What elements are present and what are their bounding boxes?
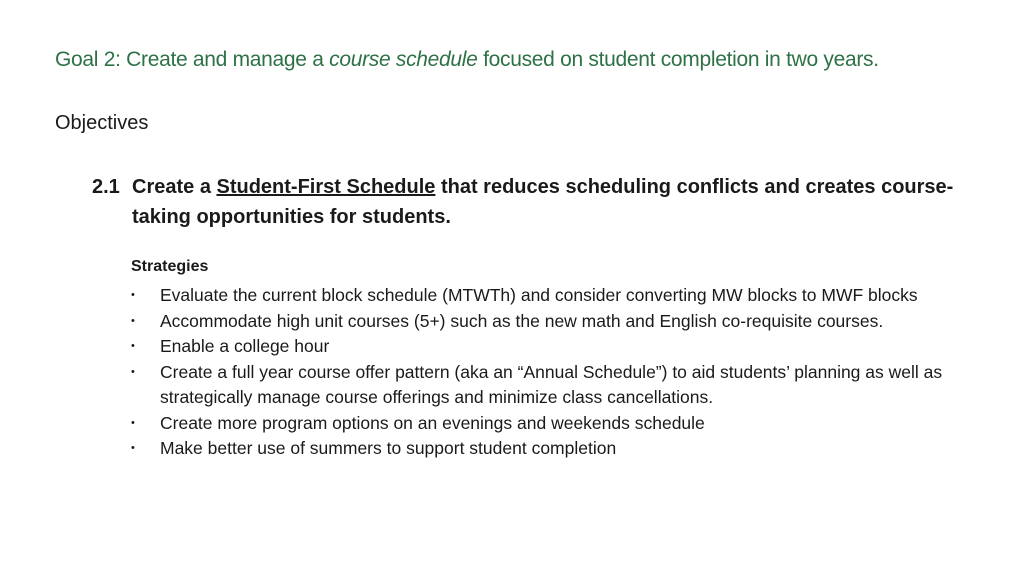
bullet-icon: • — [131, 416, 135, 429]
objectives-heading: Objectives — [55, 112, 149, 134]
bullet-icon: • — [131, 442, 135, 454]
list-item — [131, 334, 981, 360]
objective-text-after: that reduces scheduling conflicts and creates course-taking opportunities for students. — [132, 176, 954, 228]
list-item-text: Create more program options on an evenings and weekends schedule — [160, 412, 705, 433]
list-item — [131, 360, 981, 411]
list-item-text: Accommodate high unit courses (5+) such as the new math and English co-requisite courses. — [160, 310, 884, 331]
goal-title-suffix: focused on student completion in two years. — [477, 48, 879, 71]
list-item-text: Enable a college hour — [160, 336, 330, 356]
list-item — [131, 436, 981, 462]
goal-title-prefix: Goal 2: Create and manage a — [55, 48, 330, 71]
goal-title — [55, 48, 1005, 72]
objective-underlined-term: Student-First Schedule — [216, 176, 436, 198]
list-item-text: Evaluate the current block schedule (MTWTh) and consider converting MW blocks to MWF blocks — [160, 285, 918, 305]
list-item-text: Make better use of summers to support student completion — [160, 438, 617, 458]
strategies-heading: Strategies — [131, 258, 209, 275]
list-item — [131, 283, 981, 309]
objective-text — [92, 172, 972, 232]
bullet-icon: • — [131, 289, 135, 301]
list-item — [131, 309, 981, 335]
bullet-icon: • — [131, 365, 135, 378]
objective-text-before: Create a — [132, 176, 217, 198]
objective-number: 2.1 — [92, 176, 120, 198]
objective-2-1 — [92, 172, 972, 232]
strategies-list — [131, 283, 981, 462]
bullet-icon: • — [131, 314, 135, 327]
list-item-text: Create a full year course offer pattern (aka an “Annual Schedule”) to aid students’ planning as well as strategically manage course offerings and minimize class cancellations. — [160, 361, 943, 407]
bullet-icon: • — [131, 340, 135, 352]
goal-title-emphasis: course schedule — [329, 48, 478, 71]
list-item — [131, 411, 981, 437]
